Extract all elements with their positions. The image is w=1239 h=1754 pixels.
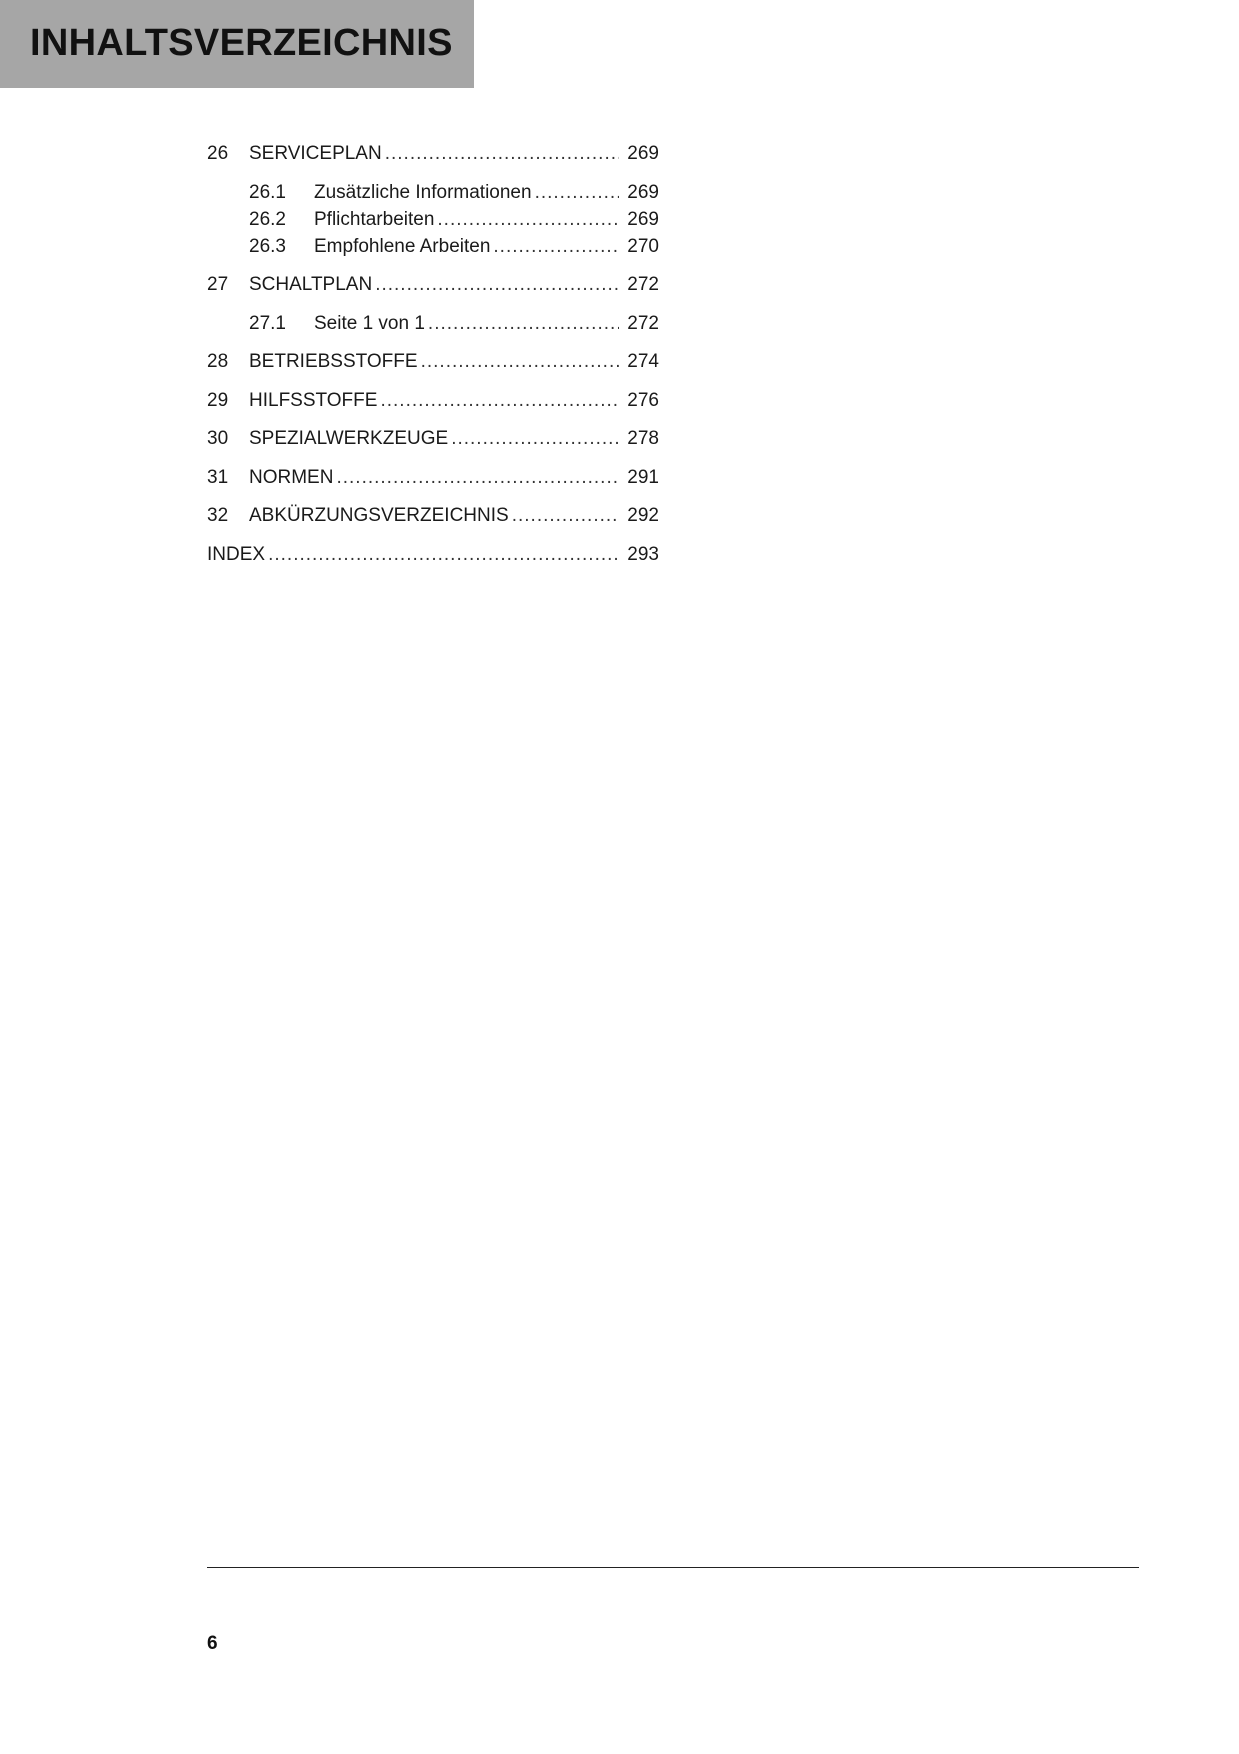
- toc-entry-page: 272: [627, 274, 659, 295]
- dot-leader: [512, 502, 619, 529]
- toc-entry-27-1[interactable]: [207, 310, 659, 337]
- toc-entry-number: 32: [207, 505, 229, 526]
- toc-entry-30[interactable]: [207, 425, 659, 452]
- toc-entry-page: 278: [627, 428, 659, 449]
- toc-entry-page: 269: [627, 181, 659, 203]
- toc-entry-page: 293: [627, 543, 659, 565]
- dot-leader: [451, 425, 619, 452]
- toc-entry-title: INDEX: [207, 543, 266, 565]
- toc-entry-page: 291: [627, 466, 659, 488]
- dot-leader: [268, 541, 619, 568]
- toc-entry-index[interactable]: [207, 541, 659, 568]
- page-title: INHALTSVERZEICHNIS: [30, 22, 453, 64]
- toc-entry-number: 27.1: [249, 312, 286, 334]
- toc-entry-title: Zusätzliche Informationen: [314, 181, 532, 203]
- toc-entry-title: SPEZIALWERKZEUGE: [249, 428, 449, 449]
- toc-entry-32[interactable]: [207, 502, 659, 529]
- toc-entry-26-3[interactable]: [207, 233, 659, 260]
- toc-entry-number: 30: [207, 428, 229, 449]
- toc-entry-number: 26.1: [249, 181, 286, 203]
- toc-entry-27[interactable]: [207, 271, 659, 298]
- toc-entry-title: Empfohlene Arbeiten: [314, 235, 491, 257]
- toc-entry-number: 27: [207, 274, 229, 295]
- toc-entry-page: 274: [627, 351, 659, 372]
- toc-entry-title: Seite 1 von 1: [314, 312, 425, 334]
- dot-leader: [380, 387, 619, 414]
- toc-entry-page: 270: [627, 235, 659, 257]
- page-number: 6: [207, 1633, 218, 1654]
- toc-entry-title: Pflichtarbeiten: [314, 208, 435, 230]
- toc-entry-number: 31: [207, 466, 229, 488]
- toc-entry-28[interactable]: [207, 348, 659, 375]
- toc-entry-title: NORMEN: [249, 466, 334, 488]
- dot-leader: [336, 464, 619, 491]
- toc-entry-page: 292: [627, 505, 659, 526]
- toc-entry-26[interactable]: [207, 140, 659, 167]
- dot-leader: [493, 233, 619, 260]
- dot-leader: [437, 206, 619, 233]
- toc-entry-number: 26.3: [249, 235, 286, 257]
- dot-leader: [375, 271, 619, 298]
- toc-entry-title: SERVICEPLAN: [249, 143, 382, 164]
- toc-entry-number: 26.2: [249, 208, 286, 230]
- toc-entry-26-2[interactable]: [207, 206, 659, 233]
- dot-leader: [535, 179, 619, 206]
- dot-leader: [428, 310, 619, 337]
- toc-entry-title: SCHALTPLAN: [249, 274, 373, 295]
- table-of-contents: [207, 140, 659, 568]
- toc-entry-number: 29: [207, 389, 229, 411]
- toc-entry-title: ABKÜRZUNGSVERZEICHNIS: [249, 505, 509, 526]
- dot-leader: [421, 348, 619, 375]
- toc-entry-number: 28: [207, 351, 229, 372]
- dot-leader: [385, 140, 619, 167]
- header-banner: [0, 0, 474, 88]
- toc-entry-number: 26: [207, 143, 229, 164]
- toc-entry-29[interactable]: [207, 387, 659, 414]
- toc-entry-31[interactable]: [207, 464, 659, 491]
- toc-entry-title: HILFSSTOFFE: [249, 389, 378, 411]
- toc-entry-page: 276: [627, 389, 659, 411]
- toc-entry-page: 269: [627, 208, 659, 230]
- toc-entry-title: BETRIEBSSTOFFE: [249, 351, 418, 372]
- toc-entry-26-1[interactable]: [207, 179, 659, 206]
- toc-entry-page: 269: [627, 143, 659, 164]
- footer-divider: [207, 1567, 1139, 1568]
- toc-entry-page: 272: [627, 312, 659, 334]
